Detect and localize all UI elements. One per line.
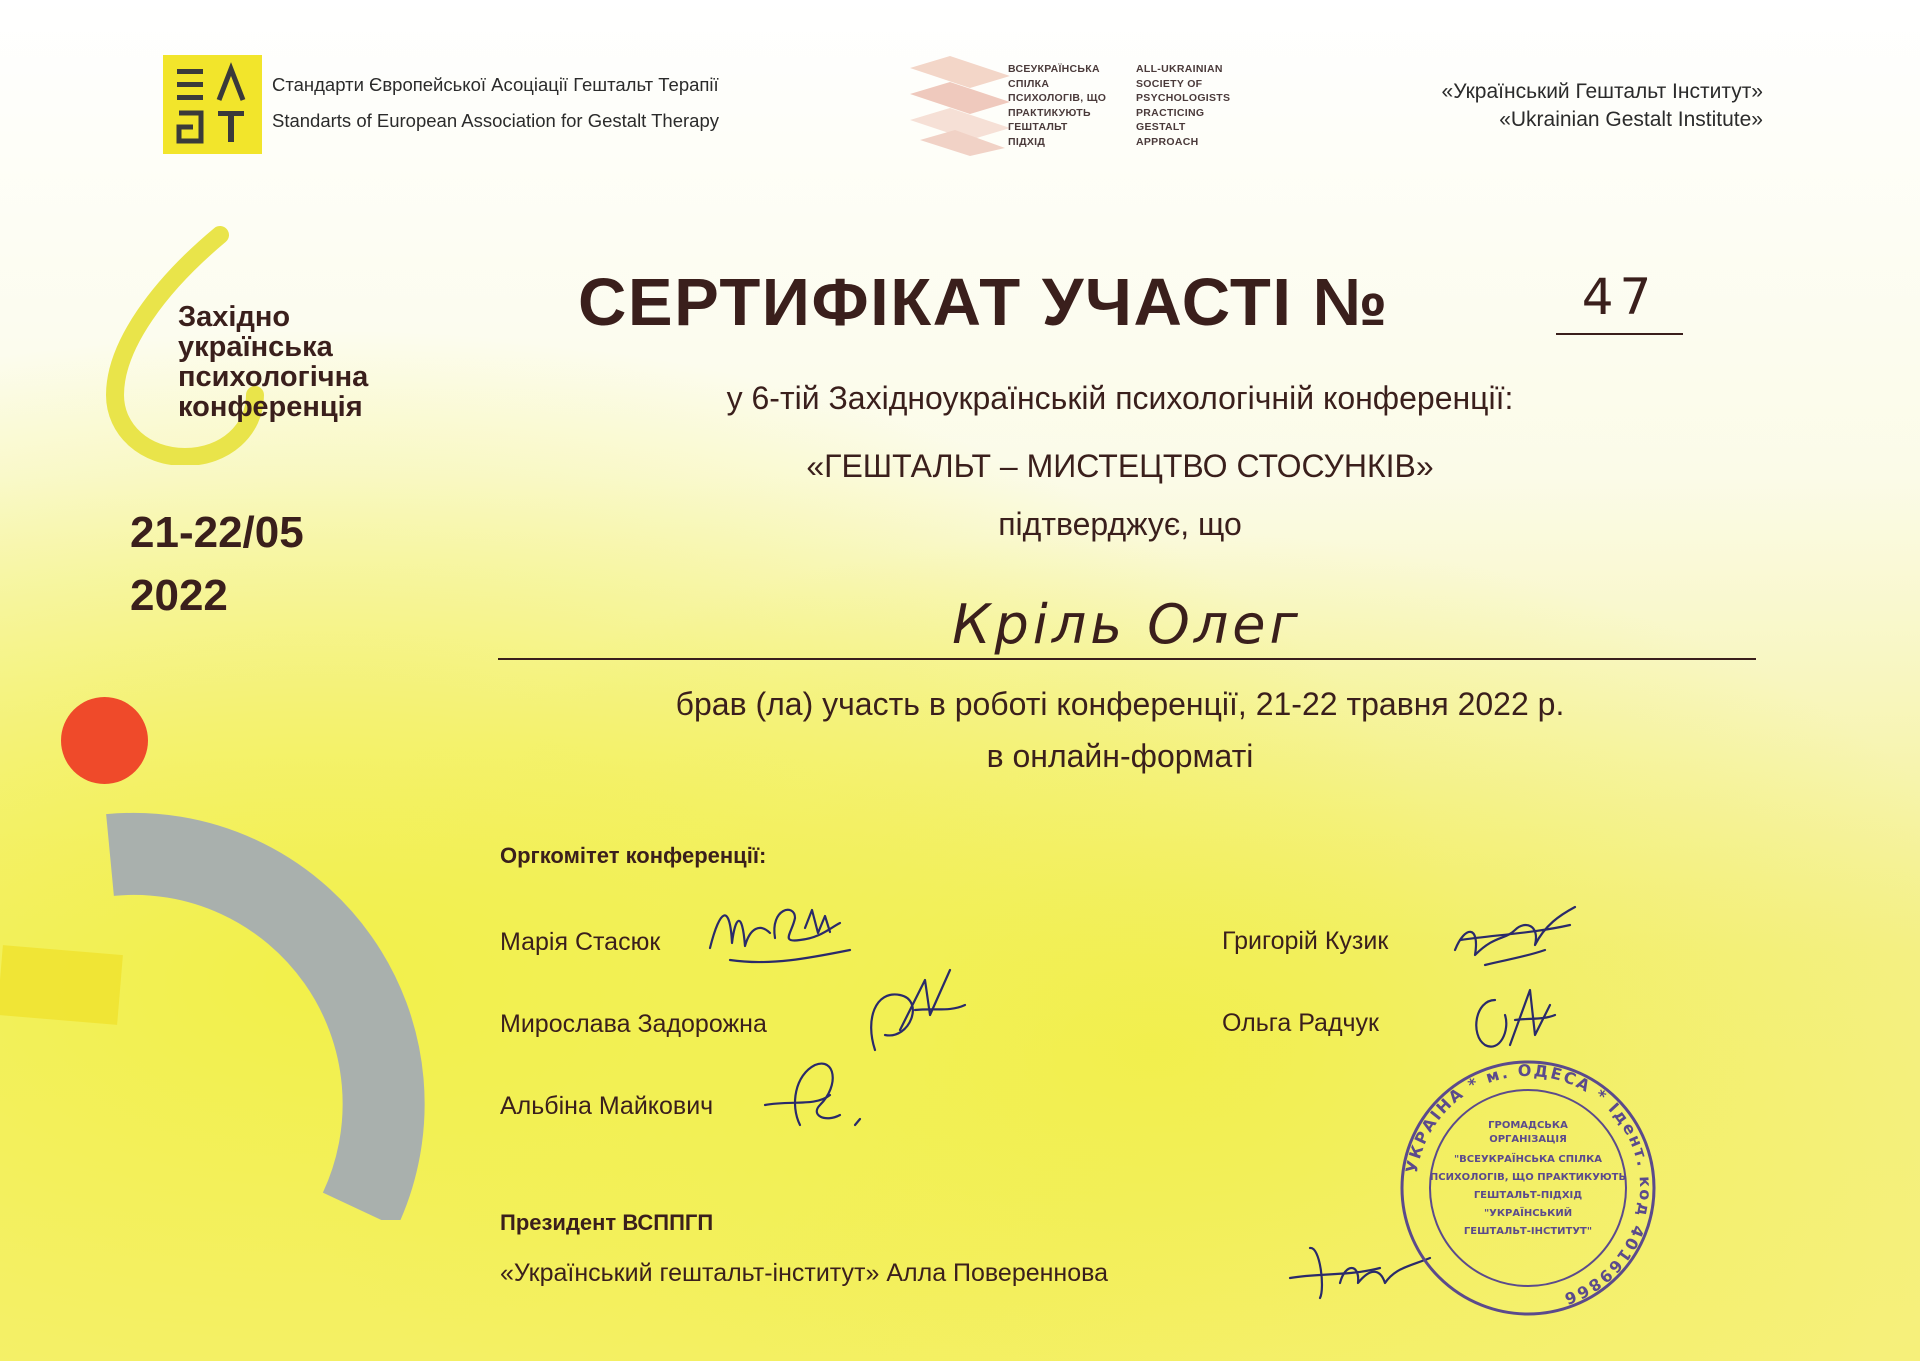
official-stamp — [1398, 1058, 1658, 1318]
conference-line: у 6-тій Західноукраїнській психологічній конференції: — [726, 380, 1514, 416]
committee-member: Ольга Радчук — [1222, 1009, 1379, 1037]
committee-member: Мирослава Задорожна — [500, 1010, 767, 1038]
institute-name-uk: «Український Гештальт Інститут» — [1441, 80, 1763, 103]
orange-dot-decoration — [61, 697, 148, 784]
association-name-uk: ВСЕУКРАЇНСЬКА СПІЛКА ПСИХОЛОГІВ, ЩО ПРАКТИКУЮТЬ ГЕШТАЛЬТ ПІДХІД — [1008, 63, 1107, 148]
eagt-logo — [163, 55, 262, 154]
conference-year: 2022 — [130, 571, 228, 620]
participant-name: Кріль Олег — [952, 593, 1302, 656]
format-line: в онлайн-форматі — [986, 738, 1254, 774]
stamp-text: ГРОМАДСЬКА — [1488, 1120, 1568, 1131]
svg-text:УКРАЇНА * м. ОДЕСА * Ідент. ко — [1402, 1061, 1655, 1309]
eagt-logo-icon — [163, 55, 262, 154]
certificate-title: СЕРТИФІКАТ УЧАСТІ № — [578, 265, 1389, 340]
conference-theme: «ГЕШТАЛЬТ – МИСТЕЦТВО СТОСУНКІВ» — [806, 448, 1434, 484]
committee-member: Марія Стасюк — [500, 928, 661, 956]
signature-stasiuk — [700, 888, 860, 978]
stamp-text: "ВСЕУКРАЇНСЬКА СПІЛКА — [1453, 1154, 1603, 1165]
committee-member: Альбіна Майкович — [500, 1092, 714, 1120]
association-name-en: ALL-UKRAINIAN SOCIETY OF PSYCHOLOGISTS PRACTICING GESTALT APPROACH — [1136, 63, 1231, 148]
committee-member: Григорій Кузик — [1222, 927, 1389, 955]
conference-name: Західно українська психологічна конференція — [178, 301, 369, 423]
conference-date: 21-22/05 — [130, 508, 304, 557]
stamp-text: "УКРАЇНСЬКИЙ — [1483, 1208, 1573, 1219]
certificate-number-field — [1556, 265, 1683, 335]
signature-radchuk — [1455, 975, 1565, 1065]
committee-heading: Оргкомітет конференції: — [500, 843, 767, 868]
signature-zadorozhna — [855, 960, 975, 1070]
eagt-title-en: Standarts of European Association for Gestalt Therapy — [272, 110, 719, 131]
president-line: «Український гештальт-інститут» Алла Повереннова — [500, 1259, 1109, 1287]
signature-kuzyk — [1445, 895, 1585, 985]
participant-field — [498, 590, 1756, 660]
institute-name-en: «Ukrainian Gestalt Institute» — [1499, 108, 1763, 131]
stamp-text: ОРГАНІЗАЦІЯ — [1489, 1134, 1567, 1145]
signature-maikovych — [760, 1045, 870, 1135]
participation-line: брав (ла) участь в роботі конференції, 21-22 травня 2022 р. — [675, 686, 1565, 722]
stamp-text: ГЕШТАЛЬТ-ІНСТИТУТ" — [1463, 1226, 1593, 1237]
president-heading: Президент ВСППГП — [500, 1210, 714, 1235]
stamp-text: ГЕШТАЛЬТ-ПІДХІД — [1473, 1190, 1583, 1201]
association-logo-icon — [910, 56, 1010, 156]
arc-decoration — [0, 800, 470, 1220]
certificate-number: 47 — [1581, 268, 1658, 326]
eagt-title-uk: Стандарти Європейської Асоціації Гештальт Терапії — [272, 74, 719, 95]
stamp-text: ПСИХОЛОГІВ, ЩО ПРАКТИКУЮТЬ — [1429, 1172, 1627, 1183]
stamp-outer-text: УКРАЇНА * м. ОДЕСА * Ідент. код 40169866 — [1401, 1060, 1656, 1310]
confirms-line: підтверджує, що — [998, 506, 1242, 542]
